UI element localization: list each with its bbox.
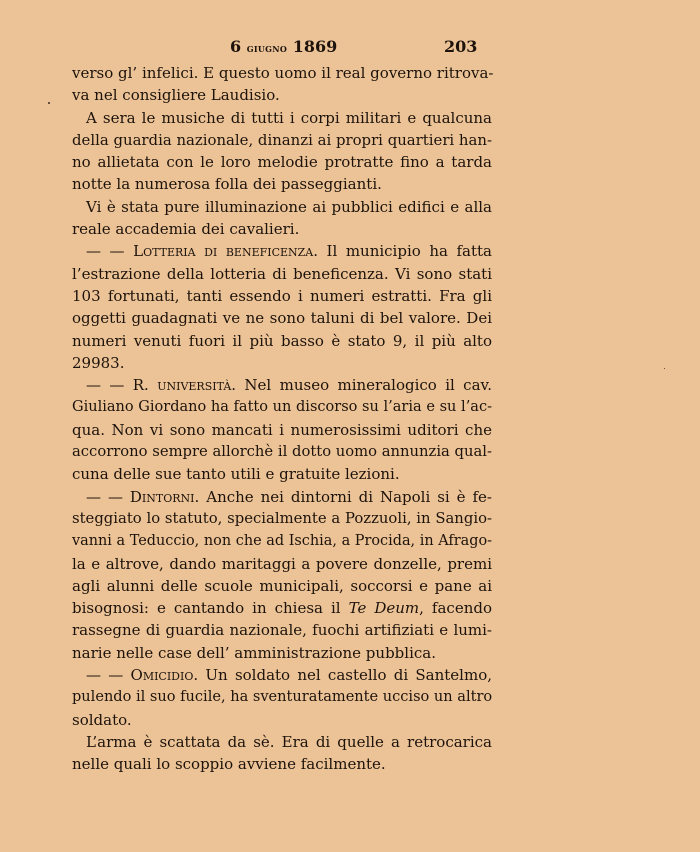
text-line: della guardia nazionale, dinanzi ai propri quartieri han- (72, 130, 492, 149)
page-number: 203 (444, 37, 478, 56)
text-line: A sera le musiche di tutti i corpi militari e qualcuna (86, 108, 492, 127)
header-date-month: giugno (246, 42, 288, 55)
text-line: qua. Non vi sono mancati i numerosissimi uditori che (72, 420, 492, 439)
text-line: Giuliano Giordano ha fatto un discorso su l’aria e su l’ac- (72, 399, 492, 416)
text-line: notte la numerosa folla dei passeggianti. (72, 175, 382, 194)
section-heading: università. (157, 376, 237, 395)
text-line: va nel consigliere Laudisio. (72, 86, 280, 105)
text-line: 29983. (72, 353, 125, 372)
text-line: — — Omicidio. Un soldato nel castello di Santelmo, (86, 666, 492, 685)
page-body-text (72, 62, 492, 776)
text-line: pulendo il suo fucile, ha sventuratamente ucciso un altro (72, 688, 493, 706)
italic-phrase: Te Deum (348, 599, 420, 618)
text-line: oggetti guadagnati ve ne sono taluni di bel valore. Dei (72, 309, 492, 328)
text-line: la e altrove, dando maritaggi a povere donzelle, premi (72, 554, 492, 573)
text-line: nelle quali lo scoppio avviene facilmente. (72, 755, 386, 774)
text-line: reale accademia dei cavalieri. (72, 220, 300, 239)
section-heading: Dintorni. (129, 487, 200, 506)
text-line: — — Dintorni. Anche nei dintorni di Napoli si è fe- (86, 487, 492, 506)
text-line: steggiato lo statuto, specialmente a Pozzuoli, in Sangio- (72, 509, 492, 527)
text-line: agli alunni delle scuole municipali, soccorsi e pane ai (72, 576, 492, 595)
scan-speck (48, 102, 50, 104)
text-line: cuna delle sue tanto utili e gratuite lezioni. (72, 465, 400, 484)
header-date-day: 6 (230, 37, 242, 56)
running-header (72, 37, 492, 57)
text-line: l’estrazione della lotteria di beneficenza. Vi sono stati (72, 264, 492, 283)
header-date-year: 1869 (292, 37, 338, 56)
text-line: — — Lotteria di beneficenza. Il municipio ha fatta (86, 242, 492, 261)
scan-speck (664, 368, 665, 369)
text-line: rassegne di guardia nazionale, fuochi artifiziati e lumi- (72, 621, 492, 640)
text-line: — — R. università. Nel museo mineralogico il cav. (86, 376, 492, 395)
header-date (230, 37, 337, 59)
text-line: accorrono sempre allorchè il dotto uomo annunzia qual- (72, 443, 492, 461)
text-line: L’arma è scattata da sè. Era di quelle a retrocarica (86, 732, 492, 751)
text-line: 103 fortunati, tanti essendo i numeri estratti. Fra gli (72, 286, 492, 305)
text-line: bisognosi: e cantando in chiesa il Te Deum, facendo (72, 599, 493, 618)
text-line: Vi è stata pure illuminazione ai pubblici edifici e alla (86, 197, 492, 216)
text-line: soldato. (72, 710, 132, 729)
text-line: no allietata con le loro melodie protratte fino a tarda (72, 153, 492, 172)
section-heading: Omicidio. (130, 666, 199, 685)
text-line: numeri venuti fuori il più basso è stato 9, il più alto (72, 331, 492, 350)
text-line: narie nelle case dell’ amministrazione pubblica. (72, 643, 436, 662)
text-line: vanni a Teduccio, non che ad Ischia, a Procida, in Afrago- (72, 533, 492, 550)
section-heading: Lotteria di beneficenza. (133, 242, 318, 261)
text-line: verso gl’ infelici. E questo uomo il real governo ritrova- (72, 64, 494, 82)
